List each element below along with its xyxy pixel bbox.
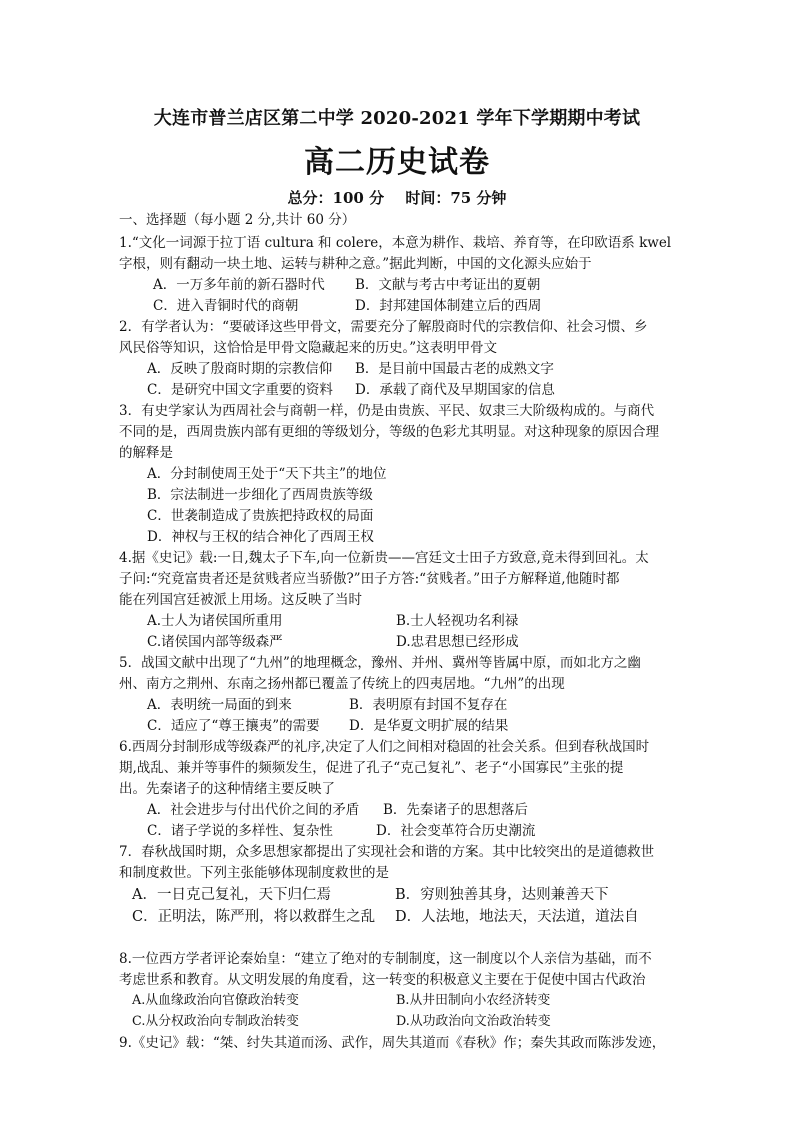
q1-option-d: D．封邦建国体制建立后的西周 (355, 298, 542, 314)
q2-option-a: A．反映了殷商时期的宗教信仰 (147, 361, 333, 377)
q5-stem-line-1: 5．战国文献中出现了“九州”的地理概念，豫州、并州、冀州等皆属中原，而如北方之幽 (119, 655, 641, 671)
subject-title: 高二历史试卷 (304, 145, 490, 180)
q5-option-c: C．适应了“尊王攘夷”的需要 (147, 718, 320, 734)
q6-option-b: B．先秦诸子的思想落后 (383, 802, 528, 818)
q7-stem-line-1: 7．春秋战国时期，众多思想家都提出了实现社会和谐的方案。其中比较突出的是道德救世 (119, 844, 655, 860)
total-score: 总分：100 分 (287, 189, 385, 207)
q1-stem-line-2: 字根，则有翻动一块土地、运转与耕种之意。”据此判断，中国的文化源头应始于 (119, 256, 592, 272)
q2-option-c: C．是研究中国文字重要的资料 (147, 382, 333, 398)
q5-stem-line-2: 州、南方之荆州、东南之扬州都已覆盖了传统上的四夷居地。“九州”的出现 (119, 676, 565, 692)
q8-option-c: C.从分权政治向专制政治转变 (132, 1014, 299, 1029)
q8-stem-line-2: 考虑世系和教育。从文明发展的角度看，这一转变的积极意义主要在于促使中国古代政治 (119, 972, 646, 988)
q3-stem-line-2: 不同的是，西周贵族内部有更细的等级划分，等级的色彩尤其明显。对这种现象的原因合理 (119, 424, 659, 440)
q2-stem-line-2: 风民俗等知识，这恰恰是甲骨文隐藏起来的历史。”这表明甲骨文 (119, 340, 498, 356)
q5-option-d: D．是华夏文明扩展的结果 (349, 718, 509, 734)
q6-stem-line-2: 期,战乱、兼并等事件的频频发生，促进了孔子“克己复礼”、老子“小国寡民”主张的提 (119, 760, 624, 776)
q5-option-a: A．表明统一局面的到来 (147, 697, 292, 713)
q7-option-c: C．正明法，陈严刑，将以救群生之乱 (132, 909, 376, 925)
q2-option-d: D．承载了商代及早期国家的信息 (355, 382, 555, 398)
q4-option-b: B.士人轻视功名利禄 (396, 613, 519, 629)
section-heading: 一、选择题（每小题 2 分,共计 60 分） (119, 212, 356, 228)
school-exam-title: 大连市普兰店区第二中学 2020-2021 学年下学期期中考试 (153, 108, 641, 129)
q1-option-a: A．一万多年前的新石器时代 (153, 277, 325, 293)
q3-option-c: C．世袭制造成了贵族把持政权的局面 (147, 508, 374, 524)
q1-option-c: C．进入青铜时代的商朝 (153, 298, 299, 314)
q6-option-a: A．社会进步与付出代价之间的矛盾 (147, 802, 360, 818)
q6-stem-line-3: 出。先秦诸子的这种情绪主要反映了 (119, 781, 335, 797)
q4-option-c: C.诸侯国内部等级森严 (147, 634, 283, 650)
q3-option-b: B．宗法制进一步细化了西周贵族等级 (147, 487, 373, 503)
q8-option-d: D.从功政治向文治政治转变 (396, 1014, 551, 1029)
q3-option-d: D．神权与王权的结合神化了西周王权 (147, 529, 374, 545)
q9-stem-line-1: 9.《史记》载：“桀、纣失其道而汤、武作，周失其道而《春秋》作；秦失其政而陈涉发迹， (119, 1035, 666, 1051)
score-time-line (0, 187, 794, 208)
q3-stem-line-3: 的解释是 (119, 445, 173, 461)
q8-stem-line-1: 8.一位西方学者评论秦始皇：“建立了绝对的专制制度，这一制度以个人亲信为基础，而不 (119, 951, 652, 967)
q3-stem-line-1: 3．有史学家认为西周社会与商朝一样，仍是由贵族、平民、奴隶三大阶级构成的。与商代 (119, 403, 655, 419)
q7-option-d: D．人法地，地法天，天法道，道法自 (395, 909, 639, 925)
q6-stem-line-1: 6.西周分封制形成等级森严的礼序,决定了人们之间相对稳固的社会关系。但到春秋战国时 (119, 739, 650, 755)
q2-stem-line-1: 2．有学者认为：“要破译这些甲骨文，需要充分了解殷商时代的宗教信仰、社会习惯、乡 (119, 319, 648, 335)
q8-option-b: B.从井田制向小农经济转变 (396, 993, 551, 1008)
q7-stem-line-2: 和制度救世。下列主张能够体现制度救世的是 (119, 865, 389, 881)
exam-time: 时间：75 分钟 (405, 189, 507, 207)
q7-option-a: A．一日克己复礼，天下归仁焉 (132, 887, 331, 903)
q8-option-a: A.从血缘政治向官僚政治转变 (132, 993, 299, 1008)
q6-option-c: C．诸子学说的多样性、复杂性 (147, 823, 333, 839)
q7-option-b: B．穷则独善其身，达则兼善天下 (395, 887, 609, 903)
q4-option-d: D.忠君思想已经形成 (396, 634, 519, 650)
q5-option-b: B．表明原有封国不复存在 (349, 697, 508, 713)
q6-option-d: D．社会变革符合历史潮流 (376, 823, 536, 839)
q2-option-b: B．是目前中国最古老的成熟文字 (355, 361, 554, 377)
q1-option-b: B．文献与考古中考证出的夏朝 (355, 277, 541, 293)
q4-option-a: A.士人为诸侯国所重用 (147, 613, 283, 629)
q4-stem-line-1: 4.据《史记》载:一日,魏太子下车,向一位新贵——宫廷文士田子方致意,竟未得到回礼。太 (119, 550, 649, 566)
q4-stem-line-2: 子问:“究竟富贵者还是贫贱者应当骄傲?”田子方答:“贫贱者。”田子方解释道,他随时都 (119, 571, 620, 587)
q3-option-a: A．分封制使周王处于“天下共主”的地位 (147, 466, 387, 482)
q4-stem-line-3: 能在列国宫廷被派上用场。这反映了当时 (119, 592, 362, 608)
q1-stem-line-1: 1.“文化一词源于拉丁语 cultura 和 colere，本意为耕作、栽培、养育等，在印欧语系 kwel (119, 235, 672, 251)
